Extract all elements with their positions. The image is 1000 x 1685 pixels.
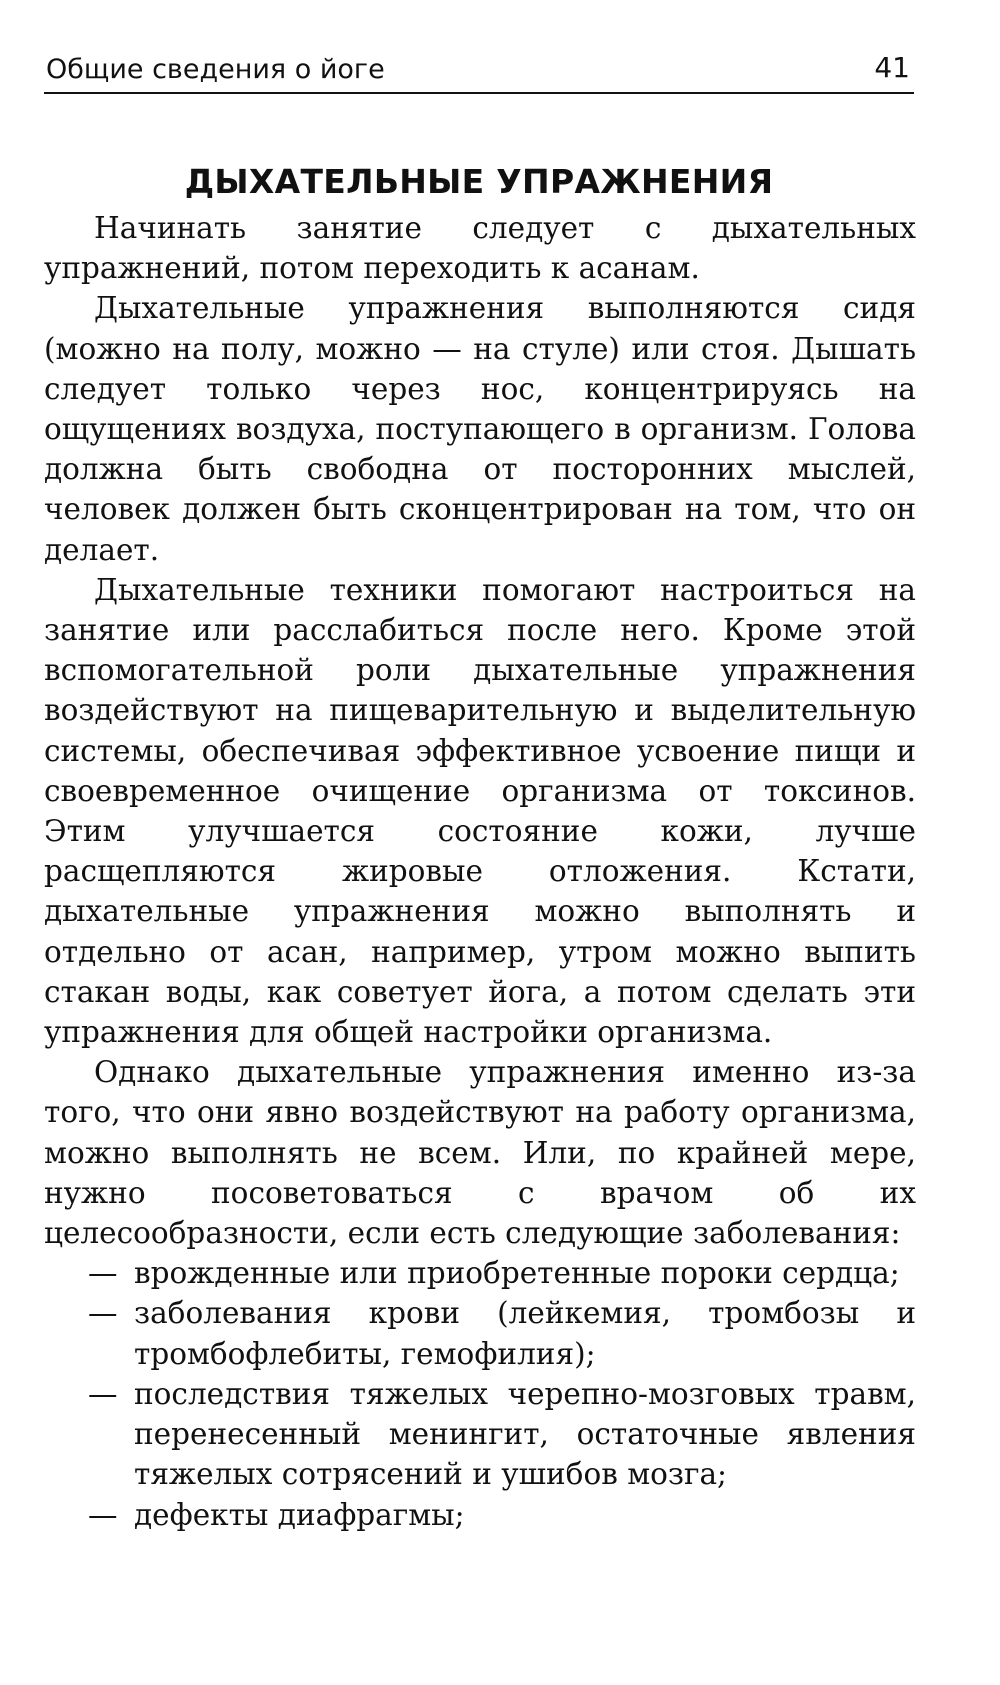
page-number: 41 xyxy=(874,51,910,84)
list-item xyxy=(44,1253,916,1293)
list-item xyxy=(44,1374,916,1495)
list-dash: — xyxy=(88,1376,118,1411)
list-item-text: последствия тяжелых черепно-мозговых травм, перенесенный менингит, остаточные явления тяжелых сотрясений и ушибов мозга; xyxy=(134,1376,916,1492)
paragraph: Начинать занятие следует с дыхательных упражнений, потом переходить к асанам. xyxy=(44,211,916,286)
running-header xyxy=(44,48,914,94)
book-page xyxy=(44,0,914,1685)
disease-list xyxy=(44,1253,916,1534)
list-dash: — xyxy=(88,1497,118,1532)
paragraph: Дыхательные техники помогают настроиться на занятие или расслабиться после него. Кроме этой вспомогательной роли дыхательные упражнения воздействуют на пищеварительную и выделительную системы, обеспечивая эффективное усвоение пищи и своевременное очищение организма от токсинов. Этим улучшается состояние кожи, лучше расщепляются жировые отложения. Кстати, дыхательные упражнения можно выполнять и отдельно от асан, например, утром можно выпить стакан воды, как советует йога, а потом сделать эти упражнения для общей настройки организма. xyxy=(44,572,916,1050)
list-item xyxy=(44,1495,916,1535)
list-dash: — xyxy=(88,1296,118,1331)
paragraph: Дыхательные упражнения выполняются сидя (можно на полу, можно — на стуле) или стоя. Дышать следует только через нос, концентрируясь на ощущениях воздуха, поступающего в организм. Голова должна быть свободна от посторонних мыслей, человек должен быть сконцентрирован на том, что он делает. xyxy=(44,291,916,567)
chapter-heading: ДЫХАТЕЛЬНЫЕ УПРАЖНЕНИЯ xyxy=(184,162,774,202)
list-item-text: врожденные или приобретенные пороки сердца; xyxy=(134,1256,900,1291)
list-dash: — xyxy=(88,1256,118,1291)
body-text xyxy=(44,208,916,1535)
list-item xyxy=(44,1293,916,1373)
list-item-text: заболевания крови (лейкемия, тромбозы и тромбофлебиты, гемофилия); xyxy=(134,1296,916,1371)
section-name: Общие сведения о йоге xyxy=(46,54,385,85)
paragraph: Однако дыхательные упражнения именно из-за того, что они явно воздействуют на работу организма, можно выполнять не всем. Или, по крайней мере, нужно посоветоваться с врачом об их целесообразности, если есть следующие заболевания: xyxy=(44,1055,916,1251)
list-item-text: дефекты диафрагмы; xyxy=(134,1497,465,1532)
